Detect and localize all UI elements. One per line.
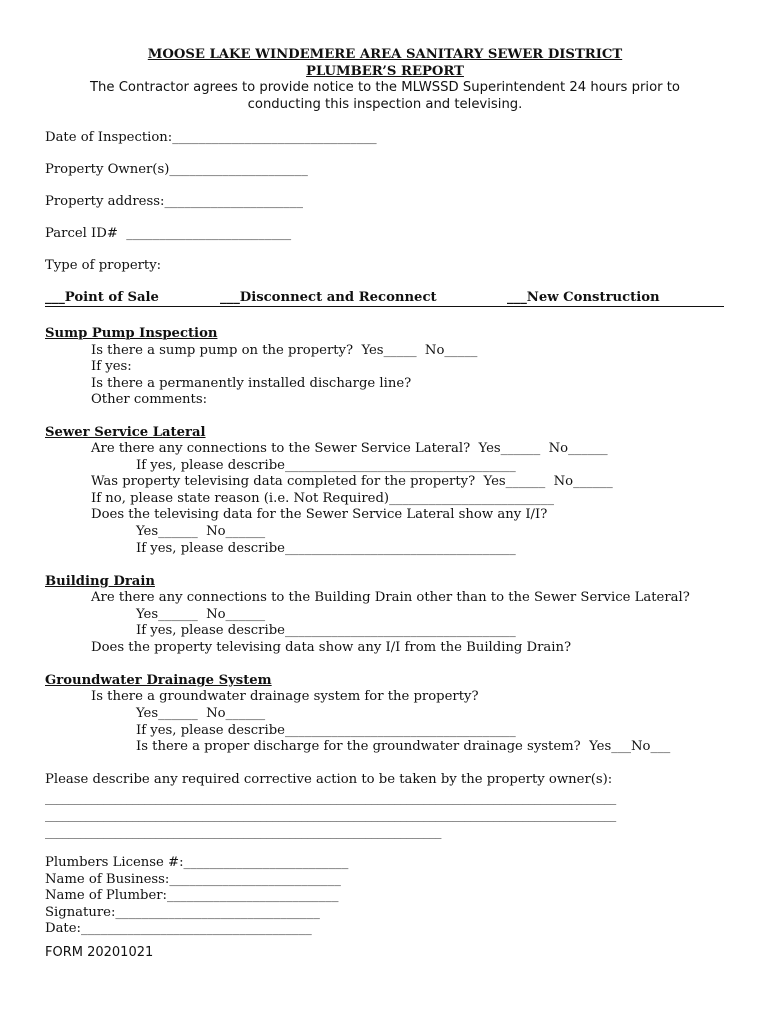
televising-reason-field[interactable]: If no, please state reason (i.e. Not Required)_________________________ <box>91 491 554 506</box>
corrective-action-line-2[interactable]: __________________________________________________________________________________________________ <box>45 807 616 822</box>
date-field[interactable]: Date:___________________________________ <box>45 921 312 936</box>
drain-connections-yes-no[interactable]: Yes______ No______ <box>136 607 266 622</box>
business-name-field[interactable]: Name of Business:__________________________ <box>45 872 341 887</box>
groundwater-discharge-question[interactable]: Is there a proper discharge for the groundwater drainage system? Yes___No___ <box>136 739 671 754</box>
sump-pump-question[interactable]: Is there a sump pump on the property? Yes_____ No_____ <box>91 343 478 358</box>
property-owner-field[interactable]: Property Owner(s)_____________________ <box>45 162 308 177</box>
lateral-ii-yes-no[interactable]: Yes______ No______ <box>136 524 266 539</box>
corrective-action-line-3[interactable]: ____________________________________________________________________ <box>45 824 442 839</box>
sump-pump-heading: Sump Pump Inspection <box>45 326 218 341</box>
lateral-ii-question: Does the televising data for the Sewer Service Lateral show any I/I? <box>91 507 548 522</box>
lateral-connections-describe[interactable]: If yes, please describe___________________________________ <box>136 458 516 473</box>
televising-completed-question[interactable]: Was property televising data completed for the property? Yes______ No______ <box>91 474 613 489</box>
corrective-action-line-1[interactable]: __________________________________________________________________________________________________ <box>45 790 616 805</box>
report-title: PLUMBER’S REPORT <box>306 64 464 79</box>
groundwater-yes-no[interactable]: Yes______ No______ <box>136 706 266 721</box>
notice-line-2: conducting this inspection and televising. <box>247 97 523 112</box>
groundwater-describe[interactable]: If yes, please describe___________________________________ <box>136 723 516 738</box>
type-of-property-label: Type of property: <box>45 258 162 273</box>
disconnect-reconnect-option[interactable]: ___Disconnect and Reconnect <box>220 290 437 305</box>
groundwater-heading: Groundwater Drainage System <box>45 673 272 688</box>
building-drain-heading: Building Drain <box>45 574 155 589</box>
point-of-sale-option[interactable]: ___Point of Sale <box>45 290 159 305</box>
district-title: MOOSE LAKE WINDEMERE AREA SANITARY SEWER DISTRICT <box>147 47 623 62</box>
plumbers-license-field[interactable]: Plumbers License #:_________________________ <box>45 855 349 870</box>
property-address-field[interactable]: Property address:_____________________ <box>45 194 303 209</box>
sump-pump-if-yes: If yes: <box>91 359 132 374</box>
lateral-ii-describe[interactable]: If yes, please describe___________________________________ <box>136 541 516 556</box>
lateral-connections-question[interactable]: Are there any connections to the Sewer Service Lateral? Yes______ No______ <box>91 441 608 456</box>
sump-pump-comments[interactable]: Other comments: <box>91 392 208 407</box>
date-of-inspection-field[interactable]: Date of Inspection:_______________________________ <box>45 130 377 145</box>
parcel-id-field[interactable]: Parcel ID# _________________________ <box>45 226 292 241</box>
signature-field[interactable]: Signature:_______________________________ <box>45 905 320 920</box>
corrective-action-prompt: Please describe any required corrective action to be taken by the property owner(s): <box>45 772 613 787</box>
discharge-line-question: Is there a permanently installed discharge line? <box>91 376 412 391</box>
drain-connections-question: Are there any connections to the Building Drain other than to the Sewer Service Lateral? <box>91 590 690 605</box>
form-id: FORM 20201021 <box>45 945 154 960</box>
drain-ii-question: Does the property televising data show any I/I from the Building Drain? <box>91 640 572 655</box>
new-construction-option[interactable]: ___New Construction <box>507 290 660 305</box>
plumber-name-field[interactable]: Name of Plumber:__________________________ <box>45 888 339 903</box>
notice-line-1: The Contractor agrees to provide notice to the MLWSSD Superintendent 24 hours prior to <box>90 80 680 95</box>
sewer-lateral-heading: Sewer Service Lateral <box>45 425 206 440</box>
section-divider <box>45 306 724 307</box>
groundwater-system-question: Is there a groundwater drainage system for the property? <box>91 689 479 704</box>
drain-connections-describe[interactable]: If yes, please describe___________________________________ <box>136 623 516 638</box>
